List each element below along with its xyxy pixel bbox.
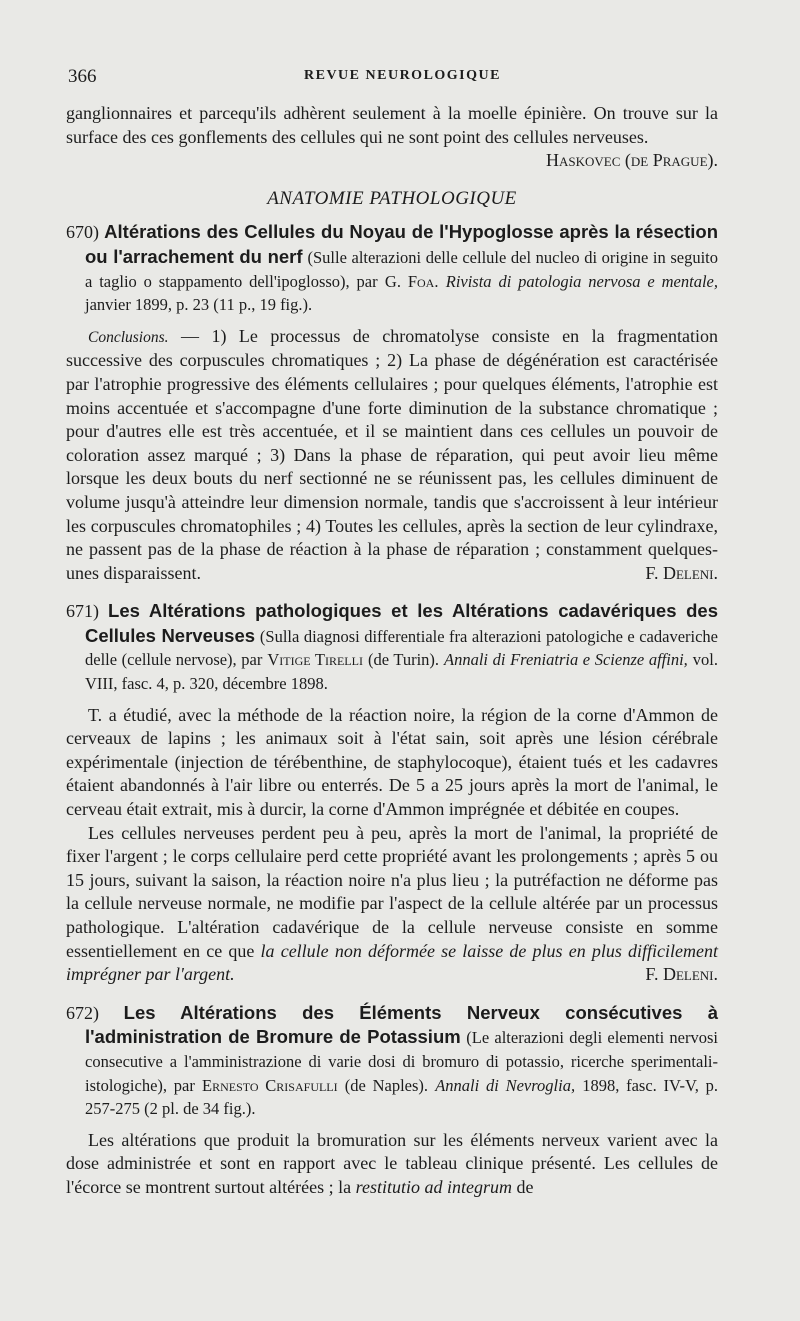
entry-671-para2: Les cellules nerveuses perdent peu à peu, après la mort de l'animal, la propriété de fixer l'argent ; le corps cellulaire perd cette propriété avant les prolongements ; après 5 ou 15 jours, suivant la saison, la réaction noire n'a plus lieu ; la putréfaction ne déforme pas la cellule nerveuse normale, ne modifie par l'aspect de la cellule altérée par un processus pathologique. L'altération cadavérique de la cellule nerveuse consiste en somme essentiellement en ce que la cellule non déformée se laisse de plus en plus difficilement imprégner par l'argent. F. Deleni. (66, 822, 718, 987)
entry-670 (66, 220, 718, 316)
entry-subtitle: (Sulle alterazioni delle cellule del nucleo di origine in seguito a taglio o stappamento dell'ipoglosso), par (85, 247, 718, 291)
entry-author: Vitige Tirelli (267, 650, 363, 670)
entry-author-place: (de Turin). (367, 650, 440, 670)
entry-670-text: — 1) Le processus de chromatolyse consiste en la fragmentation successive des corpuscules chromatiques ; 2) La phase de dégénération est caractérisée par l'atrophie progressive des éléments cellulaires ; pour quelques éléments, l'atrophie est moins accentuée et s'accompagne d'une forte diminution de la substance chromatique ; pour d'autres elle est très accentuée, et il se maintient dans ces cellules un pouvoir de coloration assez marqué ; 3) Dans la phase de réparation, qui peut avoir lieu même lorsque les deux bouts du nerf sectionné ne se réunissent pas, les cellules diminuent de volume jusqu'à atteindre leur dimension normale, tandis que s'accroissent à leur intérieur les corpuscules chromatophiles ; 4) Toutes les cellules, après la section de leur cylindraxe, ne passent pas de la phase de réaction à la phase de réparation ; constamment quelques-unes disparaissent. (66, 325, 719, 583)
entry-journal: Annali di Freniatria e Scienze affini, (444, 650, 688, 670)
conclusions-label: Conclusions. (88, 328, 169, 346)
entry-title: Les Altérations pathologiques et les Altérations cadavériques des Cellules Nerveuses (85, 600, 719, 646)
entry-671-signature: F. Deleni. (645, 964, 718, 985)
entry-672 (66, 1001, 718, 1121)
entry-number: 672) (66, 1002, 99, 1023)
entry-title: Les Altérations des Éléments Nerveux consécutives à l'administration de Bromure de Potassium (85, 1001, 718, 1048)
entry-671-italic: la cellule non déformée se laisse de plus en plus difficilement imprégner par l'argent. (66, 940, 719, 985)
entry-journal: Rivista di patologia nervosa e mentale, (445, 271, 718, 291)
running-title: REVUE NEUROLOGIQUE (304, 68, 501, 83)
page-content (66, 102, 718, 1200)
entry-670-body (66, 325, 718, 586)
entry-670-signature: F. Deleni. (645, 562, 718, 583)
entry-title: Altérations des Cellules du Noyau de l'Hypoglosse après la résection ou l'arrachement du nerf (85, 221, 719, 267)
entry-671-para1: T. a étudié, avec la méthode de la réaction noire, la région de la corne d'Ammon de cerveaux de lapins ; les animaux soit à l'état sain, soit après une lésion cérébrale expérimentale (injection de térébenthine, de staphylocoque), étaient tués et les cadavres étaient abandonnés à l'air libre ou enterrés. De 5 a 25 jours après la mort de l'animal, le cerveau était extrait, mis à durcir, la corne d'Ammon imprégnée et débitée en coupes. (66, 704, 718, 820)
page-header (68, 66, 718, 90)
entry-citation: 1898, fasc. IV-V, p. 257-275 (2 pl. de 34 fig.). (85, 1075, 719, 1119)
entry-number: 670) (66, 222, 99, 243)
entry-672-italic: restitutio ad integrum (355, 1176, 512, 1197)
intro-paragraph: ganglionnaires et parcequ'ils adhèrent seulement à la moelle épinière. On trouve sur la surface des ces gonflements des cellules qui ne sont point des cellules nerveuses. (66, 103, 718, 147)
section-title: ANATOMIE PATHOLOGIQUE (267, 187, 517, 209)
entry-citation: janvier 1899, p. 23 (11 p., 19 fig.). (85, 295, 313, 315)
entry-journal: Annali di Nevroglia, (435, 1075, 576, 1095)
entry-subtitle: (Sulla diagnosi differentiale fra alterazioni patologiche e cadaveriche delle (cellule nervose), par (85, 626, 718, 670)
intro-signature: Haskovec (de Prague). (546, 150, 718, 171)
entry-671 (66, 599, 718, 695)
page-number: 366 (68, 66, 97, 87)
entry-citation: vol. VIII, fasc. 4, p. 320, décembre 1898. (85, 650, 718, 694)
entry-subtitle: (Le alterazioni degli elementi nervosi consecutive a l'amministrazione di varie dosi di bromuro di potassio, ricerche sperimentali-istologiche), par (85, 1028, 718, 1095)
entry-author: G. Foa. (384, 271, 439, 291)
entry-author: Ernesto Crisafulli (202, 1075, 338, 1095)
entry-author-place: (de Naples). (344, 1075, 429, 1095)
entry-672-para1: Les altérations que produit la bromuration sur les éléments nerveux varient avec la dose administrée et sont en rapport avec le tableau clinique présenté. Les cellules de l'écorce se montrent surtout altérées ; la restitutio ad integrum de (66, 1129, 718, 1197)
entry-number: 671) (66, 601, 99, 622)
